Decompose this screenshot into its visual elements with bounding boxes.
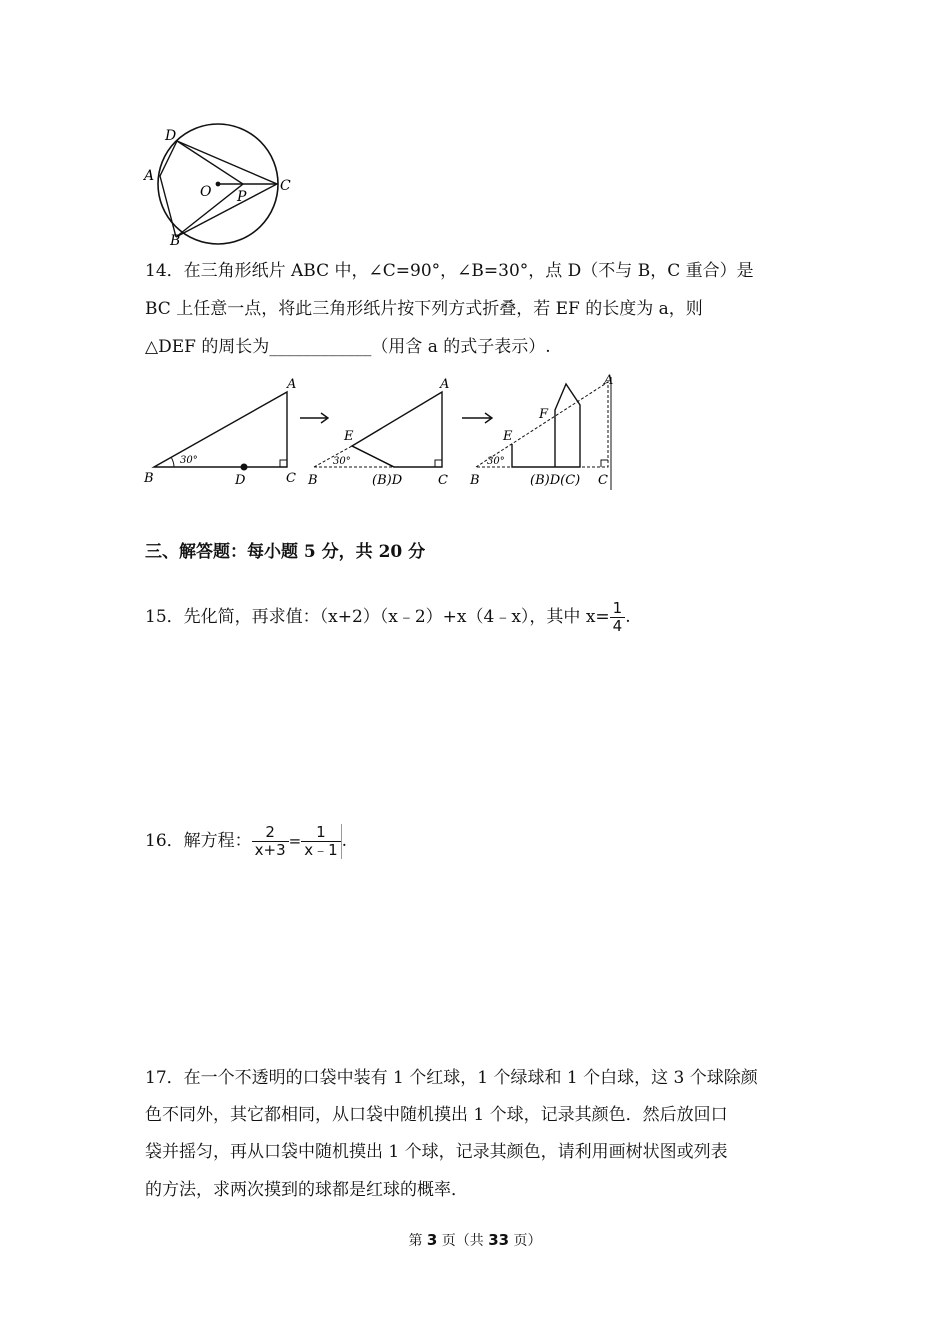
q17-line4: 的方法，求两次摸到的球都是红球的概率． bbox=[145, 1180, 468, 1200]
frac-numerator: 2 bbox=[252, 824, 289, 842]
q15 bbox=[145, 600, 631, 635]
section-heading: 三、解答题：每小题 5 分，共 20 分 bbox=[145, 542, 426, 562]
ghost-triangle bbox=[476, 382, 608, 467]
q16-text: 16．解方程： bbox=[145, 831, 252, 851]
p3-label-E: E bbox=[503, 429, 513, 444]
label-C: C bbox=[280, 178, 291, 194]
label-O: O bbox=[200, 184, 212, 200]
p1-label-B: B bbox=[144, 471, 154, 486]
frac-denominator: 4 bbox=[612, 617, 623, 635]
triangle-abc bbox=[154, 392, 287, 467]
q14-line3 bbox=[145, 336, 551, 358]
q14-line3-pre: △DEF 的周长为 bbox=[145, 337, 270, 357]
q14-line2: BC 上任意一点，将此三角形纸片按下列方式折叠，若 EF 的长度为 a，则 bbox=[145, 299, 703, 319]
fold-panel-2 bbox=[307, 377, 449, 488]
label-P: P bbox=[237, 189, 247, 205]
p2-label-C: C bbox=[438, 473, 448, 488]
center-point bbox=[216, 182, 221, 187]
p2-label-BD: (B)D bbox=[372, 473, 403, 488]
answer-blank: ____________ bbox=[269, 337, 372, 357]
arrow-right-icon bbox=[300, 413, 328, 423]
footer-pre: 第 bbox=[408, 1233, 427, 1249]
fold-panel-3 bbox=[469, 373, 613, 490]
fraction-one-quarter bbox=[610, 600, 626, 635]
q17-line1: 17．在一个不透明的口袋中装有 1 个红球，1 个绿球和 1 个白球，这 3 个球除颜 bbox=[145, 1068, 758, 1088]
fraction-rhs bbox=[301, 824, 341, 859]
fold-panel-1 bbox=[143, 377, 296, 488]
fraction-lhs bbox=[252, 824, 289, 859]
circle-figure bbox=[140, 120, 300, 250]
footer-post: 页） bbox=[509, 1233, 542, 1249]
total-pages: 33 bbox=[488, 1231, 510, 1249]
p1-label-C: C bbox=[286, 471, 296, 486]
angle-arc bbox=[171, 457, 174, 467]
hidden-edge bbox=[314, 446, 394, 467]
q15-text: 15．先化简，再求值：（x+2）（x﹣2）+x（4﹣x），其中 x= bbox=[145, 607, 610, 627]
point-d bbox=[241, 464, 248, 471]
p3-angle: 30° bbox=[487, 456, 505, 467]
label-D: D bbox=[165, 128, 177, 144]
frac-denominator: x+3 bbox=[254, 841, 286, 859]
fold-figure bbox=[140, 372, 620, 492]
p3-label-F: F bbox=[539, 407, 549, 422]
q15-end: . bbox=[625, 607, 631, 627]
p2-label-B: B bbox=[308, 473, 318, 488]
right-angle-mark bbox=[280, 460, 287, 467]
p3-label-C: C bbox=[598, 473, 608, 488]
frac-numerator: 1 bbox=[610, 600, 626, 618]
equals-sign: = bbox=[288, 832, 302, 850]
right-angle-mark bbox=[435, 460, 442, 467]
p3-label-A: A bbox=[604, 373, 614, 388]
p3-label-BDC: (B)D(C) bbox=[530, 473, 581, 488]
q14-line3-post: （用含 a 的式子表示）. bbox=[371, 337, 551, 357]
page-footer bbox=[0, 1230, 950, 1250]
label-B: B bbox=[170, 233, 181, 249]
q14-line1: 14．在三角形纸片 ABC 中，∠C=90°，∠B=30°，点 D（不与 B，C 重合）是 bbox=[145, 261, 754, 281]
arrow-right-icon bbox=[462, 413, 492, 423]
p2-label-E: E bbox=[344, 429, 354, 444]
frac-denominator: x﹣1 bbox=[304, 841, 338, 859]
q17-line2: 色不同外，其它都相同，从口袋中随机摸出 1 个球，记录其颜色．然后放回口 bbox=[145, 1105, 728, 1125]
p3-label-B: B bbox=[470, 473, 480, 488]
fold-line bbox=[352, 446, 394, 467]
p1-label-D: D bbox=[235, 473, 246, 488]
p1-label-A: A bbox=[287, 377, 297, 392]
label-A: A bbox=[144, 168, 155, 184]
p2-label-A: A bbox=[440, 377, 450, 392]
q16-end: . bbox=[341, 831, 348, 851]
page-number: 3 bbox=[426, 1231, 438, 1249]
q16 bbox=[145, 823, 347, 859]
p2-angle: 30° bbox=[333, 456, 351, 467]
folded-triangle bbox=[352, 392, 442, 467]
folded-shape bbox=[512, 384, 580, 467]
q17-line3: 袋并摇匀，再从口袋中随机摸出 1 个球，记录其颜色，请利用画树状图或列表 bbox=[145, 1142, 728, 1162]
frac-numerator: 1 bbox=[301, 824, 340, 842]
circle-chords bbox=[160, 141, 277, 237]
right-angle-mark bbox=[601, 460, 608, 467]
footer-mid: 页（共 bbox=[437, 1233, 489, 1249]
p1-angle: 30° bbox=[180, 455, 198, 466]
